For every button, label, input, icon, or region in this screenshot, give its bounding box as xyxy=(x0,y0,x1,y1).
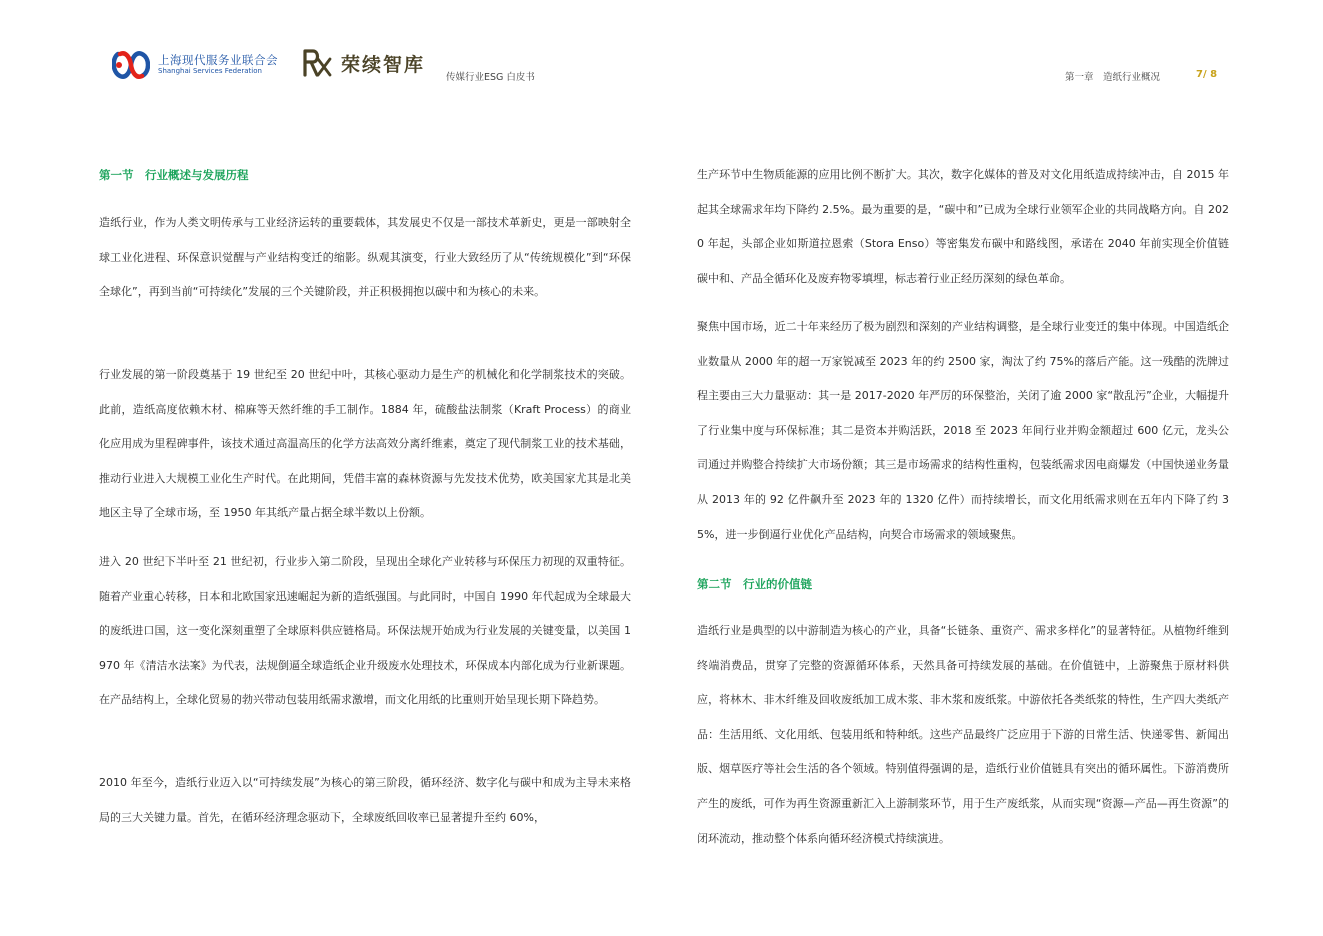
page-header xyxy=(0,0,1323,100)
rx-logo-icon xyxy=(302,49,332,77)
paragraph: 聚焦中国市场，近二十年来经历了极为剧烈和深刻的产业结构调整，是全球行业变迁的集中体现。中国造纸企业数量从 2000 年的超一万家锐减至 2023 年的约 2500 家，淘汰了约 75%的落后产能。这一残酷的洗牌过程主要由三大力量驱动：其一是 2017-2020 年严厉的环保整治，关闭了逾 2000 家“散乱污”企业，大幅提升了行业集中度与环保标准；其二是资本并购活跃，2018 至 2023 年间行业并购金额超过 600 亿元，龙头公司通过并购整合持续扩大市场份额；其三是市场需求的结构性重构，包装纸需求因电商爆发（中国快递业务量从 2013 年的 92 亿件飙升至 2023 年的 1320 亿件）而持续增长，而文化用纸需求则在五年内下降了约 35%，进一步倒逼行业优化产品结构，向契合市场需求的领域聚焦。 xyxy=(697,320,1229,541)
document-title: 传媒行业ESG 白皮书 xyxy=(446,72,535,83)
paragraph: 进入 20 世纪下半叶至 21 世纪初，行业步入第二阶段，呈现出全球化产业转移与环保压力初现的双重特征。随着产业重心转移，日本和北欧国家迅速崛起为新的造纸强国。与此同时，中国自 1990 年代起成为全球最大的废纸进口国，这一变化深刻重塑了全球原料供应链格局。环保法规开始成为行业发展的关键变量，以美国 1970 年《清洁水法案》为代表，法规倒逼全球造纸企业升级废水处理技术，环保成本内部化成为行业新课题。在产品结构上，全球化贸易的勃兴带动包装用纸需求激增，而文化用纸的比重则开始呈现长期下降趋势。 xyxy=(99,555,631,707)
section-heading-2: 第二节 行业的价值链 xyxy=(697,577,812,591)
paragraph: 生产环节中生物质能源的应用比例不断扩大。其次，数字化媒体的普及对文化用纸造成持续冲击，自 2015 年起其全球需求年均下降约 2.5%。最为重要的是，“碳中和”已成为全球行业领军企业的共同战略方向。自 2020 年起，头部企业如斯道拉恩索（Stora Enso）等密集发布碳中和路线图，承诺在 2040 年前实现全价值链碳中和、产品全循环化及废弃物零填埋，标志着行业正经历深刻的绿色革命。 xyxy=(697,168,1229,285)
paragraph: 造纸行业是典型的以中游制造为核心的产业，具备“长链条、重资产、需求多样化”的显著特征。从植物纤维到终端消费品，贯穿了完整的资源循环体系，天然具备可持续发展的基础。在价值链中，上游聚焦于原材料供应，将林木、非木纤维及回收废纸加工成木浆、非木浆和废纸浆。中游依托各类纸浆的特性，生产四大类纸产品：生活用纸、文化用纸、包装用纸和特种纸。这些产品最终广泛应用于下游的日常生活、快递零售、新闻出版、烟草医疗等社会生活的各个领域。特别值得强调的是，造纸行业价值链具有突出的循环属性。下游消费所产生的废纸，可作为再生资源重新汇入上游制浆环节，用于生产废纸浆，从而实现“资源—产品—再生资源”的闭环流动，推动整个体系向循环经济模式持续演进。 xyxy=(697,624,1229,845)
rx-name: 荣续智库 xyxy=(341,54,426,76)
ssf-name-en: Shanghai Services Federation xyxy=(158,67,262,75)
page-number: 7/ 8 xyxy=(1196,69,1218,80)
ssf-name-cn: 上海现代服务业联合会 xyxy=(158,53,278,67)
paragraph: 2010 年至今，造纸行业迈入以“可持续发展”为核心的第三阶段，循环经济、数字化与碳中和成为主导未来格局的三大关键力量。首先，在循环经济理念驱动下，全球废纸回收率已显著提升至约 60%， xyxy=(99,776,631,824)
ssf-logo-icon xyxy=(112,50,150,80)
chapter-label: 第一章 造纸行业概况 xyxy=(1065,72,1161,83)
paragraph: 造纸行业，作为人类文明传承与工业经济运转的重要载体，其发展史不仅是一部技术革新史，更是一部映射全球工业化进程、环保意识觉醒与产业结构变迁的缩影。纵观其演变，行业大致经历了从“传统规模化”到“环保全球化”，再到当前“可持续化”发展的三个关键阶段，并正积极拥抱以碳中和为核心的未来。 xyxy=(99,216,631,299)
paragraph: 行业发展的第一阶段奠基于 19 世纪至 20 世纪中叶，其核心驱动力是生产的机械化和化学制浆技术的突破。此前，造纸高度依赖木材、棉麻等天然纤维的手工制作。1884 年，硫酸盐法制浆（Kraft Process）的商业化应用成为里程碑事件，该技术通过高温高压的化学方法高效分离纤维素，奠定了现代制浆工业的技术基础，推动行业进入大规模工业化生产时代。在此期间，凭借丰富的森林资源与先发技术优势，欧美国家尤其是北美地区主导了全球市场，至 1950 年其纸产量占据全球半数以上份额。 xyxy=(99,368,631,520)
section-heading-1: 第一节 行业概述与发展历程 xyxy=(99,168,249,182)
